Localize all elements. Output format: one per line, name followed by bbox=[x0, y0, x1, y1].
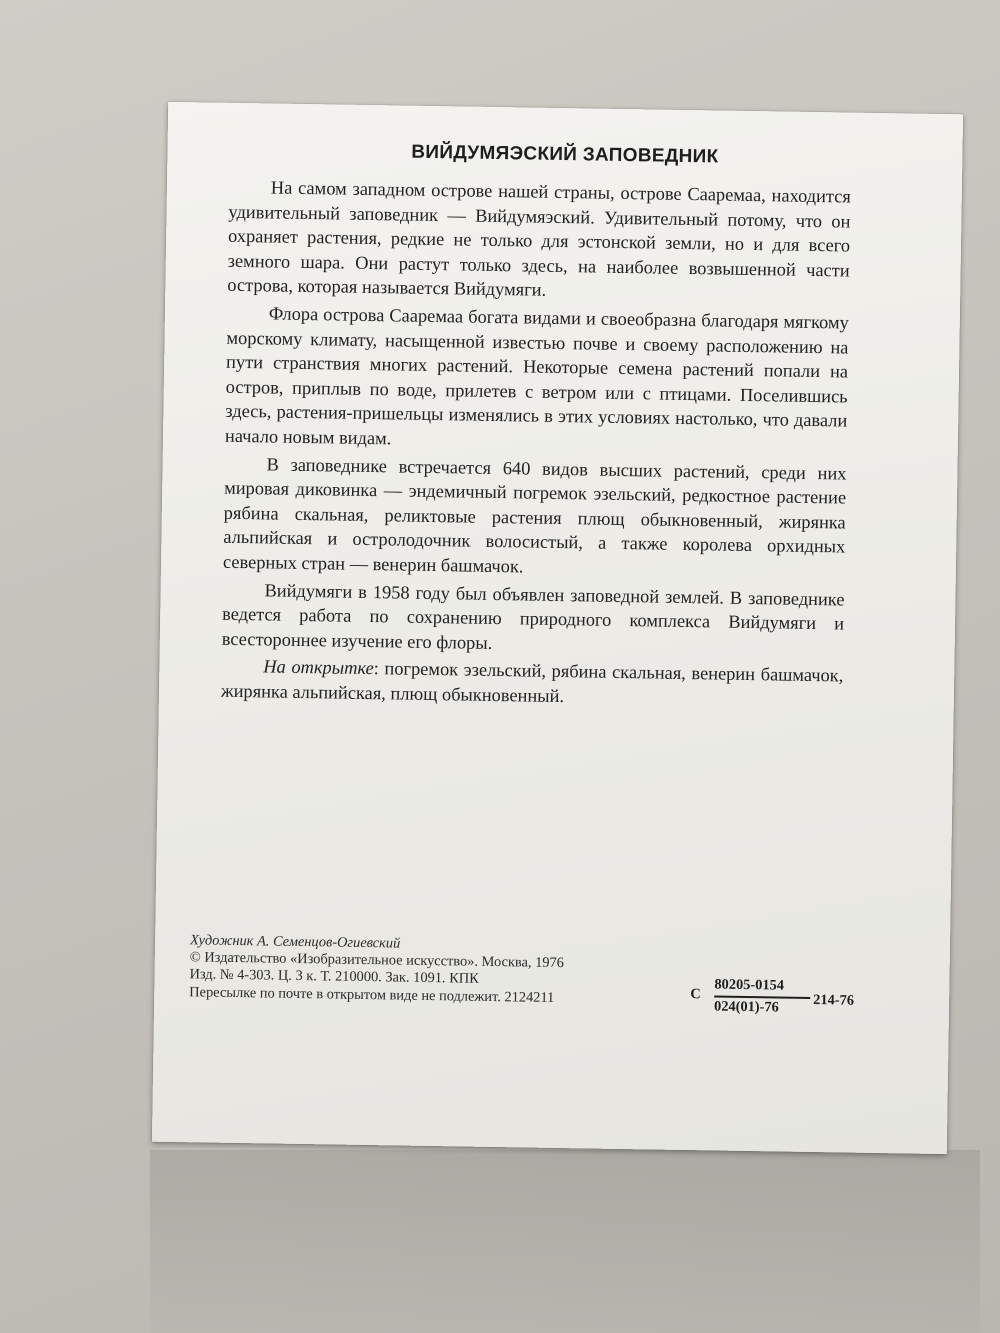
publisher-line: © Издательство «Изобразительное искусство». Москва, 1976 bbox=[189, 949, 565, 972]
imprint-block bbox=[189, 932, 690, 1009]
caption-text: : погремок эзельский, рябина скальная, венерин башмачок, жирянка альпийская, плющ обыкновенный. bbox=[220, 658, 844, 706]
caption-lead: На открытке bbox=[263, 656, 374, 679]
card-body bbox=[221, 175, 851, 716]
table-surface bbox=[150, 1150, 980, 1333]
index-prefix: С bbox=[690, 986, 701, 1003]
card-title: ВИЙДУМЯЭСКИЙ ЗАПОВЕДНИК bbox=[411, 141, 719, 168]
edition-line: Изд. № 4-303. Ц. 3 к. Т. 210000. Зак. 1091. КПК bbox=[189, 966, 479, 988]
catalog-index-code bbox=[690, 976, 891, 1029]
index-suffix: 214-76 bbox=[813, 992, 855, 1009]
paragraph-species: В заповеднике встречается 640 видов высших растений, среди них мировая диковинка — эндемичный погремок эзельский, редкостное растение рябина скальная, реликтовые растения плющ обыкновенный, жирянка альпийская и остролодочник волосистый, а также королева орхидных северных стран — венерин башмачок. bbox=[222, 453, 847, 577]
index-denominator: 024(01)-76 bbox=[713, 998, 779, 1016]
paragraph-caption bbox=[221, 654, 844, 713]
paragraph-history: Вийдумяги в 1958 году был объявлен заповедной землей. В заповеднике ведется работа по сохранению природного комплекса Вийдумяги и всестороннее изучение его флоры. bbox=[221, 579, 845, 653]
mailing-line: Пересылке по почте в открытом виде не подлежит. 2124211 bbox=[189, 983, 555, 1006]
artist-name: А. Семенцов-Огиевский bbox=[256, 933, 401, 952]
index-numerator: 80205-0154 bbox=[714, 976, 785, 994]
paragraph-flora: Флора острова Сааремаа богата видами и своеобразна благодаря мягкому морскому климату, насыщенной известью почве и своему расположению на пути странствия многих растений. Некоторые семена растений попали на остров, приплыв по воде, прилетев с ветром или с птицами. Поселившись здесь, растения-пришельцы изменялись в этих условиях настолько, что давали начало новым видам. bbox=[224, 303, 849, 449]
paragraph-intro: На самом западном острове нашей страны, острове Сааремаа, находится удивительный заповедник — Вийдумяэский. Удивительный потому, что он охраняет растения, редкие не только для эстонской земли, но и для всего земного шара. Они растут только здесь, на наиболее возвышенной части острова, которая называется Вийдумяги. bbox=[227, 177, 851, 301]
postcard-back bbox=[152, 102, 963, 1154]
artist-label: Художник bbox=[189, 932, 258, 950]
